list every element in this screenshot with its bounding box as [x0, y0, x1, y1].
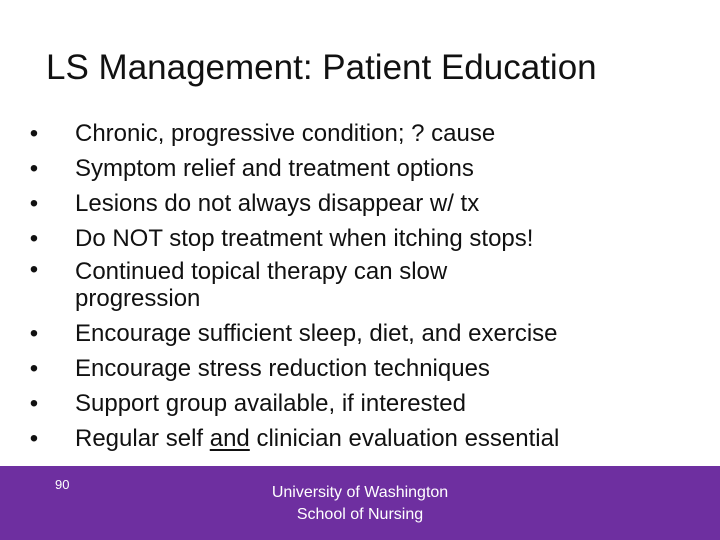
bullet-marker: •	[29, 425, 39, 452]
bullet-item	[24, 386, 704, 421]
bullet-marker: •	[29, 256, 39, 283]
bullet-text: Symptom relief and treatment options	[75, 155, 474, 182]
bullet-item	[24, 186, 704, 221]
bullet-marker: •	[29, 155, 39, 182]
bullet-item	[24, 316, 704, 351]
bullet-item	[24, 351, 704, 386]
bullet-text: Encourage stress reduction techniques	[75, 355, 490, 382]
institution-name	[220, 482, 500, 526]
slide-title: LS Management: Patient Education	[46, 48, 597, 87]
bullet-marker: •	[29, 190, 39, 217]
bullet-text: Do NOT stop treatment when itching stops!	[75, 225, 534, 252]
bullet-text-part1: Regular self	[75, 425, 210, 452]
bullet-text: Chronic, progressive condition; ? cause	[75, 120, 496, 147]
institution-line-2: School of Nursing	[296, 506, 424, 523]
bullet-text-line2: progression	[75, 285, 201, 312]
bullet-item	[24, 116, 704, 151]
bullet-marker: •	[29, 355, 39, 382]
bullet-text-line1: Continued topical therapy can slow	[75, 258, 448, 285]
bullet-marker: •	[29, 390, 39, 417]
bullet-marker: •	[29, 120, 39, 147]
bullet-item	[24, 421, 704, 456]
bullet-item	[24, 151, 704, 186]
bullet-item	[24, 221, 704, 256]
bullet-text-part3: clinician evaluation essential	[249, 425, 560, 452]
footer-bar	[0, 466, 720, 540]
institution-line-1: University of Washington	[271, 484, 449, 501]
bullet-item	[24, 256, 704, 316]
page-number: 90	[55, 477, 70, 492]
bullet-marker: •	[29, 320, 39, 347]
underlined-word: and	[209, 425, 250, 452]
bullet-list	[24, 116, 704, 456]
bullet-text: Lesions do not always disappear w/ tx	[75, 190, 480, 217]
bullet-text: Support group available, if interested	[75, 390, 466, 417]
bullet-text: Encourage sufficient sleep, diet, and exercise	[75, 320, 558, 347]
bullet-marker: •	[29, 225, 39, 252]
